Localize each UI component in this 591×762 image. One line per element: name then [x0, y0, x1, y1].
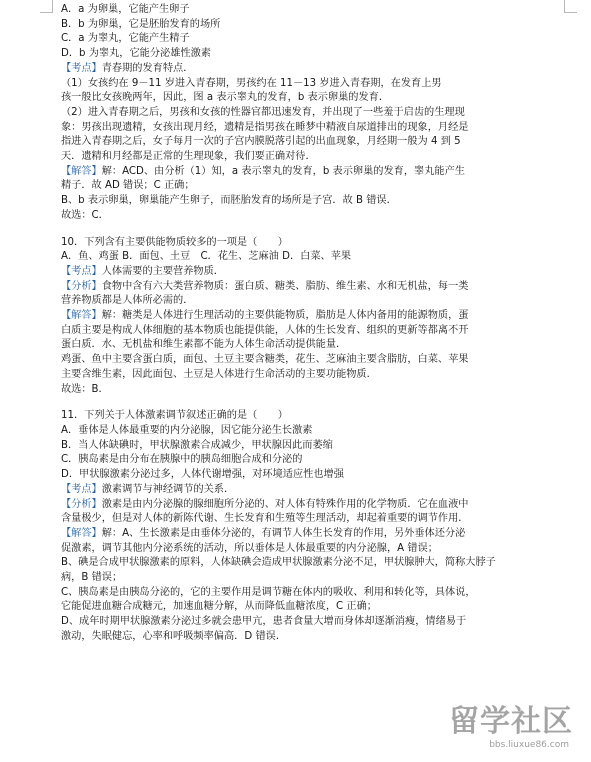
- option-b: B．b 为卵巢，它是胚胎发育的场所: [61, 18, 221, 30]
- options-line: A．鱼、鸡蛋 B．面包、土豆 C．花生、芝麻油 D．白菜、苹果: [61, 251, 352, 263]
- option-d: D．甲状腺激素分泌过多，人体代谢增强，对环境适应性也增强: [61, 469, 344, 481]
- kaodian-line: [61, 62, 581, 77]
- option-d: D．b 为睾丸，它能分泌雄性激素: [61, 48, 211, 60]
- jieda-line: 精子．故 AD 错误；C 正确；: [61, 180, 195, 192]
- fenxi-line: （1）女孩约在 9－11 岁进入青春期，男孩约在 11－13 岁进入青春期，在发育上男: [61, 77, 442, 89]
- fenxi-text: 食物中含有六大类营养物质：蛋白质、糖类、脂肪、维生素、水和无机盐，每一类: [101, 280, 469, 292]
- document-page: [61, 3, 581, 645]
- fenxi-line: （2）进入青春期之后，男孩和女孩的性器官都迅速发育，并出现了一些羞于启齿的生理现: [61, 106, 465, 118]
- crop-mark-left: [40, 0, 53, 13]
- kaodian-text: 人体需要的主要营养物质．: [101, 265, 224, 277]
- kaodian-line: [61, 265, 581, 280]
- kaodian-text: 激素调节与神经调节的关系．: [101, 483, 235, 495]
- kaodian-text: 青春期的发育特点．: [101, 62, 194, 74]
- jieda-line: [61, 309, 581, 324]
- jieda-text: 解：A、生长激素是由垂体分泌的，有调节人体生长发育的作用，另外垂体还分泌: [101, 527, 466, 539]
- option-c: C．胰岛素是由分布在胰腺中的胰岛细胞合成和分泌的: [61, 454, 303, 466]
- watermark: [423, 696, 573, 752]
- kaodian-line: [61, 483, 581, 498]
- fenxi-line: 象：男孩出现遗精，女孩出现月经，遗精是指男孩在睡梦中精液自尿道排出的现象，月经是: [61, 121, 469, 133]
- jieda-line: 它能促进血糖合成糖元，加速血糖分解，从而降低血糖浓度，C 正确；: [61, 601, 377, 613]
- option-a: A．垂体是人体最重要的内分泌腺，因它能分泌生长激素: [61, 424, 313, 436]
- jieda-text: 解：ACD、由分析（1）知，a 表示睾丸的发育，b 表示卵巢的发育，睾丸能产生: [101, 165, 465, 177]
- watermark-logo: 留学社区: [449, 704, 573, 739]
- fenxi-line: 指进入青春期之后，女子每月一次的子宫内膜脱落引起的出血现象，月经期一般为 4 到 5: [61, 136, 461, 148]
- fenxi-text: 激素是由内分泌腺的腺细胞所分泌的、对人体有特殊作用的化学物质．它在血液中: [101, 498, 469, 510]
- option-b: B．当人体缺碘时，甲状腺激素合成减少，甲状腺因此而萎缩: [61, 439, 333, 451]
- kaodian-tag: 【考点】: [61, 265, 102, 277]
- fenxi-line: [61, 498, 581, 513]
- fenxi-line: [61, 280, 581, 295]
- kaodian-tag: 【考点】: [61, 483, 102, 495]
- question-10: [61, 236, 581, 398]
- jieda-line: 促激素，调节其他内分泌系统的活动，所以垂体是人体最重要的内分泌腺，A 错误；: [61, 542, 438, 554]
- jieda-line: 蛋白质．水、无机盐和维生素都不能为人体生命活动提供能量．: [61, 339, 347, 351]
- jieda-line: 主要含维生素，因此面包、土豆是人体进行生命活动的主要功能物质．: [61, 368, 377, 380]
- watermark-url: bbs.liuxue86.com: [489, 740, 569, 750]
- jieda-text: 解：糖类是人体进行生理活动的主要供能物质，脂肪是人体内备用的能源物质，蛋: [101, 310, 469, 322]
- jieda-line: 鸡蛋、鱼中主要含蛋白质，面包、土豆主要含糖类，花生、芝麻油主要含脂肪，白菜、苹果: [61, 354, 469, 366]
- jieda-line: C、胰岛素是由胰岛分泌的，它的主要作用是调节糖在体内的吸收、利用和转化等，具体说，: [61, 586, 476, 598]
- kaodian-tag: 【考点】: [61, 62, 102, 74]
- answer-line: 故选：B．: [61, 383, 109, 395]
- fenxi-line: 天．遗精和月经都是正常的生理现象，我们要正确对待．: [61, 151, 316, 163]
- jieda-line: 病，B 错误；: [61, 572, 123, 584]
- jieda-line: B、碘是合成甲状腺激素的原料，人体缺碘会造成甲状腺激素分泌不足，甲状腺肿大，简称大脖子: [61, 557, 496, 569]
- fenxi-tag: 【分析】: [61, 498, 102, 510]
- option-c: C．a 为睾丸，它能产生精子: [61, 33, 190, 45]
- question-stem: 11．下列关于人体激素调节叙述正确的是（ ）: [61, 410, 288, 422]
- jieda-line: [61, 165, 581, 180]
- fenxi-line: 含量极少，但是对人体的新陈代谢、生长发育和生殖等生理活动，却起着重要的调节作用．: [61, 513, 469, 525]
- jieda-line: 激动，失眠健忘，心率和呼吸频率偏高．D 错误．: [61, 630, 287, 642]
- jieda-line: [61, 527, 581, 542]
- question-9: [61, 3, 581, 224]
- question-11: [61, 409, 581, 644]
- fenxi-line: 孩一般比女孩晚两年，因此，图 a 表示睾丸的发育，b 表示卵巢的发育．: [61, 92, 390, 104]
- fenxi-tag: 【分析】: [61, 280, 102, 292]
- jieda-tag: 【解答】: [61, 527, 102, 539]
- question-stem: 10．下列含有主要供能物质较多的一项是（ ）: [61, 236, 288, 248]
- jieda-tag: 【解答】: [61, 165, 102, 177]
- jieda-tag: 【解答】: [61, 310, 102, 322]
- option-a: A．a 为卵巢，它能产生卵子: [61, 4, 190, 15]
- jieda-line: B、b 表示卵巢，卵巢能产生卵子，而胚胎发育的场所是子宫．故 B 错误．: [61, 195, 397, 207]
- fenxi-line: 营养物质都是人体所必需的．: [61, 295, 194, 307]
- jieda-line: D、成年时期甲状腺激素分泌过多就会患甲亢，患者食量大增而身体却逐渐消瘦，情绪易于: [61, 616, 467, 628]
- answer-line: 故选：C．: [61, 209, 109, 221]
- jieda-line: 白质主要是构成人体细胞的基本物质也能提供能，人体的生长发育、组织的更新等都离不开: [61, 324, 469, 336]
